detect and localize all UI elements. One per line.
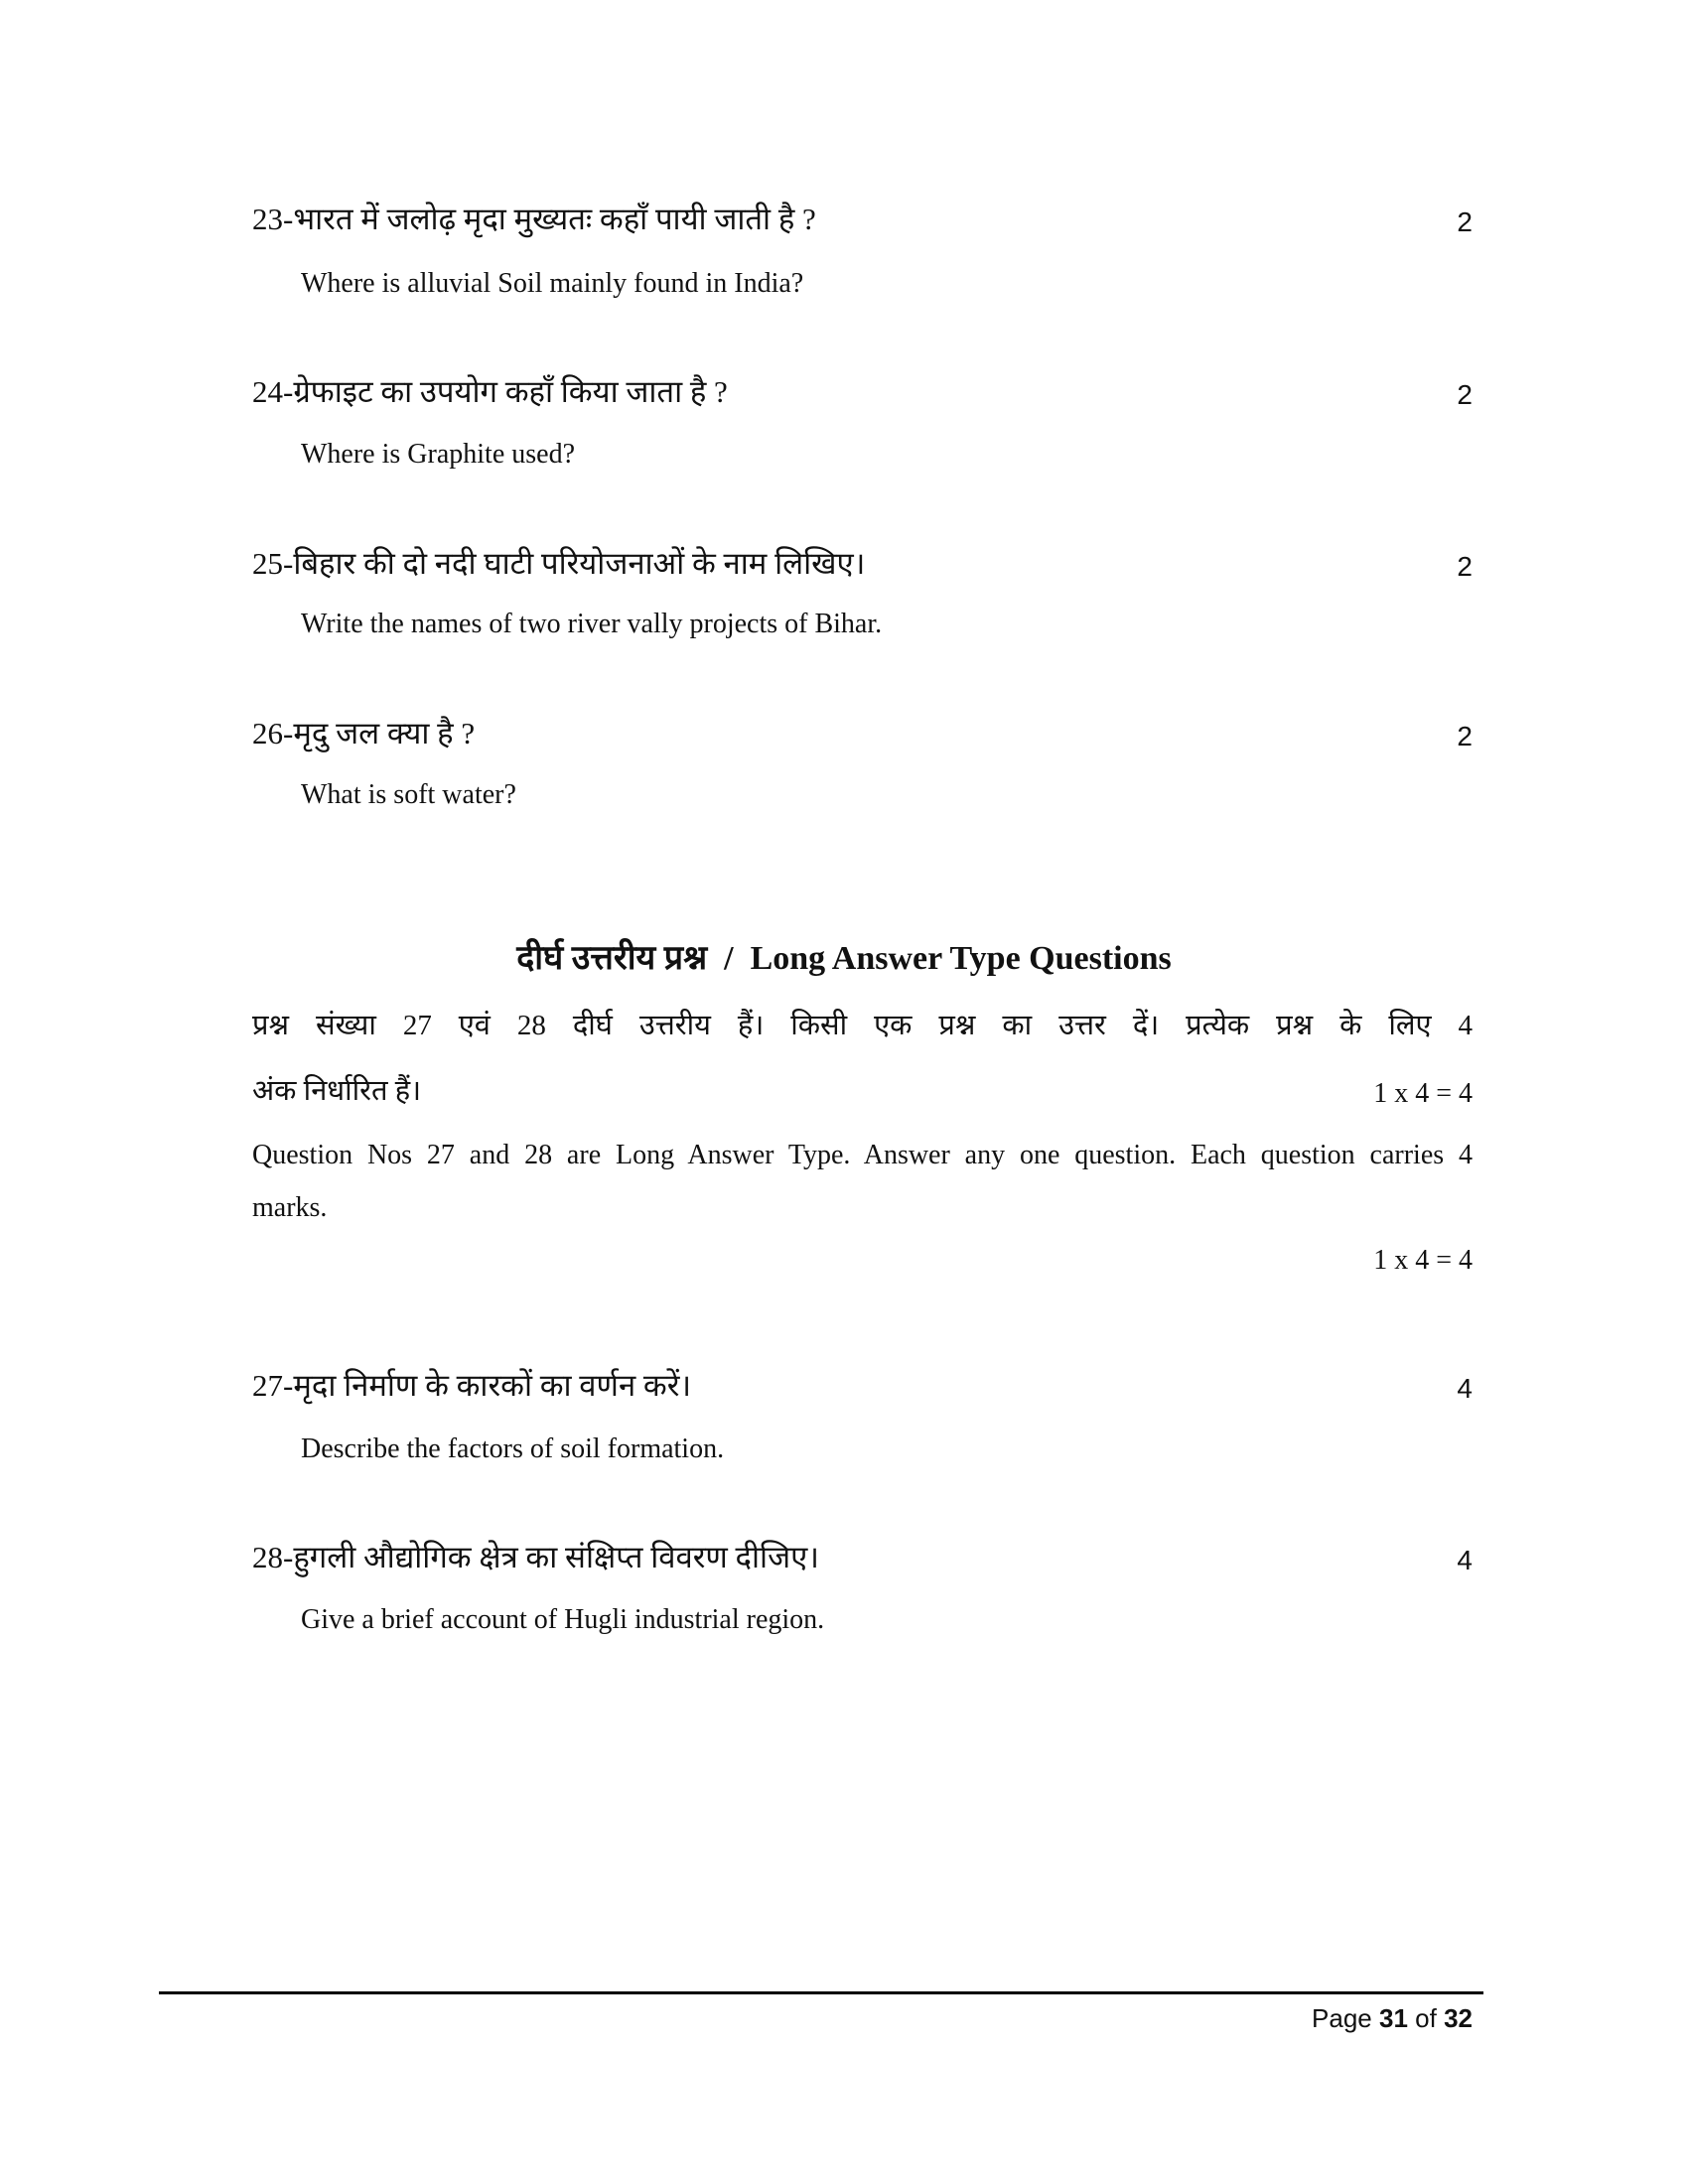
page-number-footer: [1312, 2003, 1473, 2034]
instructions-hindi-marks: 1 x 4 = 4: [1373, 1078, 1473, 1109]
question-english: Describe the factors of soil formation.: [301, 1433, 725, 1464]
question-english: Where is Graphite used?: [301, 439, 575, 470]
question-hindi: 25-बिहार की दो नदी घाटी परियोजनाओं के नाम लिखिए।: [252, 546, 866, 581]
total-pages: 32: [1444, 2003, 1473, 2033]
question-marks: 2: [1457, 379, 1473, 410]
instructions-english-line1: Question Nos 27 and 28 are Long Answer Type. Answer any one question. Each question carries 4: [252, 1140, 1473, 1170]
question-marks: 2: [1457, 206, 1473, 237]
question-marks: 4: [1457, 1545, 1473, 1575]
question-marks: 4: [1457, 1373, 1473, 1404]
question-english: What is soft water?: [301, 779, 516, 810]
page-label: Page: [1312, 2003, 1372, 2033]
question-hindi: 26-मृदु जल क्या है ?: [252, 716, 476, 751]
question-hindi: 28-हुगली औद्योगिक क्षेत्र का संक्षिप्त विवरण दीजिए।: [252, 1540, 819, 1574]
question-hindi: 23-भारत में जलोढ़ मृदा मुख्यतः कहाँ पायी जाती है ?: [252, 202, 816, 236]
current-page: 31: [1379, 2003, 1408, 2033]
question-hindi: 24-ग्रेफाइट का उपयोग कहाँ किया जाता है ?: [252, 374, 728, 409]
question-english: Where is alluvial Soil mainly found in India?: [301, 268, 804, 299]
question-english: Give a brief account of Hugli industrial region.: [301, 1604, 825, 1635]
instructions-english-marks: 1 x 4 = 4: [1373, 1245, 1473, 1276]
footer-divider: [159, 1991, 1483, 1994]
section-heading: दीर्घ उत्तरीय प्रश्न / Long Answer Type Questions: [516, 940, 1172, 977]
instructions-hindi-line2: अंक निर्धारित हैं।: [252, 1075, 422, 1107]
question-marks: 2: [1457, 551, 1473, 582]
question-marks: 2: [1457, 721, 1473, 751]
of-label: of: [1415, 2003, 1437, 2033]
instructions-hindi-line1: प्रश्न संख्या 27 एवं 28 दीर्घ उत्तरीय हैं। किसी एक प्रश्न का उत्तर दें। प्रत्येक प्रश्न के लिए 4: [252, 1010, 1473, 1041]
question-hindi: 27-मृदा निर्माण के कारकों का वर्णन करें।: [252, 1368, 692, 1403]
instructions-english-line2: marks.: [252, 1192, 328, 1223]
question-english: Write the names of two river vally projects of Bihar.: [301, 609, 883, 639]
